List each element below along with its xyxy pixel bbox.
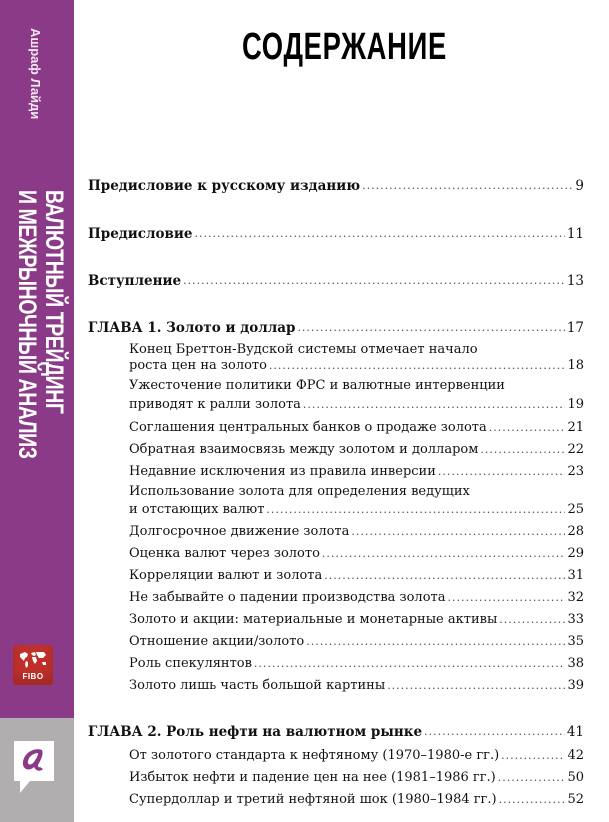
toc-page-number: 9 <box>575 178 584 194</box>
dot-leader <box>303 397 566 413</box>
dot-leader <box>324 568 565 584</box>
toc-entry-label: Предисловие к русскому изданию <box>88 178 361 194</box>
toc-page-number: 29 <box>567 546 584 561</box>
toc-page-number: 41 <box>566 724 584 740</box>
toc-section[interactable] <box>129 464 584 480</box>
dot-leader <box>424 724 565 740</box>
toc-chapter-2[interactable] <box>88 724 584 740</box>
toc-page-number: 52 <box>567 792 584 807</box>
toc-section[interactable] <box>129 358 584 374</box>
dot-leader <box>254 656 566 672</box>
page-title: СОДЕРЖАНИЕ <box>242 26 447 68</box>
toc-page-number: 19 <box>567 397 584 412</box>
dot-leader <box>351 524 565 540</box>
toc-page-number: 25 <box>567 502 584 517</box>
toc-section-label: Золото и акции: материальные и монетарные активы <box>129 612 498 627</box>
toc-chapter-label: ГЛАВА 2. Роль нефти на валютном рынке <box>88 724 423 740</box>
dot-leader <box>498 770 566 786</box>
alpina-logo-tail <box>20 781 30 793</box>
dot-leader <box>195 226 565 242</box>
toc-section-label: Недавние исключения из правила инверсии <box>129 464 436 479</box>
dot-leader <box>266 502 565 518</box>
toc-section-label: приводят к ралли золота <box>129 397 301 412</box>
toc-section-label: Соглашения центральных банков о продаже золота <box>129 420 487 435</box>
toc-section-label: роста цен на золото <box>129 358 267 373</box>
toc-page-number: 21 <box>567 420 584 435</box>
toc-page-number: 22 <box>567 442 584 457</box>
toc-entry-preface[interactable] <box>88 226 584 242</box>
dot-leader <box>322 546 566 562</box>
toc-section[interactable] <box>129 420 584 436</box>
spine-title-line2: И МЕЖРЫНОЧНЫЙ АНАЛИЗ <box>13 190 41 459</box>
toc-page-number: 28 <box>567 524 584 539</box>
toc-page-number: 33 <box>567 612 584 627</box>
toc-section-label: Избыток нефти и падение цен на нее (1981–1986 гг.) <box>129 770 496 785</box>
toc-page-number: 18 <box>567 358 584 373</box>
toc-section[interactable] <box>129 612 584 628</box>
dot-leader <box>499 792 566 808</box>
dot-leader <box>480 442 565 458</box>
fibo-logo <box>13 645 53 685</box>
toc-section-label: Корреляции валют и золота <box>129 568 323 583</box>
toc-section[interactable] <box>129 568 584 584</box>
toc-entry-label: Вступление <box>88 273 182 289</box>
toc-page-number: 42 <box>567 748 584 763</box>
toc-section[interactable] <box>129 656 584 672</box>
alpina-logo <box>14 741 54 781</box>
toc-chapter-label: ГЛАВА 1. Золото и доллар <box>88 320 296 336</box>
toc-entry-preface-russian[interactable] <box>88 178 584 194</box>
toc-section[interactable] <box>129 502 584 518</box>
book-spine <box>0 0 74 822</box>
toc-section[interactable] <box>129 524 584 540</box>
toc-section[interactable] <box>129 770 584 786</box>
dot-leader <box>269 358 566 374</box>
dot-leader <box>438 464 566 480</box>
dot-leader <box>297 320 564 336</box>
toc-section-label: Долгосрочное движение золота <box>129 524 350 539</box>
toc-section[interactable] <box>129 634 584 650</box>
spine-author-text: Ашраф Лайди <box>28 28 43 120</box>
toc-entry-introduction[interactable] <box>88 273 584 289</box>
toc-section-label: Отношение акции/золото <box>129 634 305 649</box>
toc-page-number: 17 <box>566 320 584 336</box>
toc-section[interactable] <box>129 590 584 606</box>
toc-page-number: 13 <box>566 273 584 289</box>
toc-page-number: 32 <box>567 590 584 605</box>
toc-page-number: 23 <box>567 464 584 479</box>
toc-section[interactable] <box>129 678 584 694</box>
toc-section[interactable] <box>129 792 584 808</box>
toc-section[interactable] <box>129 546 584 562</box>
toc-section-label: Супердоллар и третий нефтяной шок (1980–1984 гг.) <box>129 792 497 807</box>
toc-section[interactable] <box>129 397 584 413</box>
toc-section-label: Роль спекулянтов <box>129 656 252 671</box>
world-map-icon <box>18 650 48 670</box>
toc-page-number: 31 <box>567 568 584 583</box>
toc-section-label: Оценка валют через золото <box>129 546 320 561</box>
dot-leader <box>306 634 565 650</box>
toc-section-label: От золотого стандарта к нефтяному (1970–1980-е гг.) <box>129 748 500 763</box>
dot-leader <box>387 678 565 694</box>
toc-section-label: Золото лишь часть большой картины <box>129 678 386 693</box>
toc-section-line1: Ужесточение политики ФРС и валютные интервенции <box>129 378 505 393</box>
toc-section-line1: Конец Бреттон-Вудской системы отмечает начало <box>129 342 478 357</box>
toc-page-number: 35 <box>567 634 584 649</box>
dot-leader <box>499 612 565 628</box>
toc-section[interactable] <box>129 748 584 764</box>
dot-leader <box>183 273 565 289</box>
dot-leader <box>447 590 565 606</box>
toc-page-number: 39 <box>567 678 584 693</box>
dot-leader <box>362 178 573 194</box>
spine-title-line1: ВАЛЮТНЫЙ ТРЕЙДИНГ <box>40 190 68 414</box>
toc-chapter-1[interactable] <box>88 320 584 336</box>
toc-page-number: 11 <box>566 226 584 242</box>
toc-page-number: 38 <box>567 656 584 671</box>
spine-title <box>10 190 70 490</box>
toc-entry-label: Предисловие <box>88 226 193 242</box>
dot-leader <box>501 748 565 764</box>
toc-section-line1: Использование золота для определения ведущих <box>129 484 470 499</box>
alpina-logo-icon <box>20 747 48 775</box>
toc-section-label: и отстающих валют <box>129 502 265 517</box>
toc-section-label: Обратная взаимосвязь между золотом и долларом <box>129 442 479 457</box>
dot-leader <box>489 420 566 436</box>
toc-page-number: 50 <box>567 770 584 785</box>
spine-author <box>23 28 43 148</box>
toc-section[interactable] <box>129 442 584 458</box>
fibo-label: FIBO <box>22 672 44 681</box>
toc-section-label: Не забывайте о падении производства золота <box>129 590 446 605</box>
